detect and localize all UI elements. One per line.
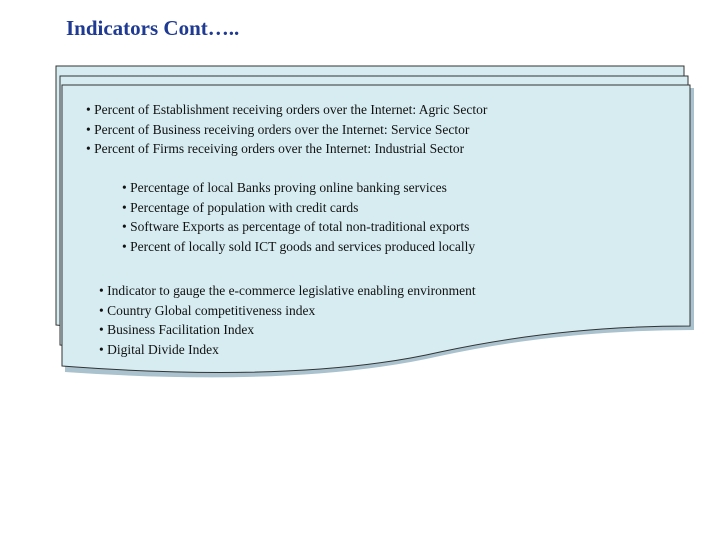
bullet-item: • Percent of Establishment receiving orders over the Internet: Agric Sector bbox=[86, 100, 487, 120]
slide-title: Indicators Cont….. bbox=[66, 16, 240, 40]
bullet-group-sector-orders bbox=[86, 100, 487, 159]
bullet-item: • Digital Divide Index bbox=[99, 340, 476, 360]
bullet-item: • Business Facilitation Index bbox=[99, 320, 476, 340]
bullet-item: • Percent of Firms receiving orders over the Internet: Industrial Sector bbox=[86, 139, 487, 159]
bullet-item: • Percent of Business receiving orders over the Internet: Service Sector bbox=[86, 120, 487, 140]
bullet-group-banking-exports bbox=[122, 178, 475, 256]
bullet-item: • Percentage of population with credit cards bbox=[122, 198, 475, 218]
bullet-item: • Percent of locally sold ICT goods and services produced locally bbox=[122, 237, 475, 257]
bullet-group-indexes bbox=[99, 281, 476, 359]
bullet-item: • Percentage of local Banks proving online banking services bbox=[122, 178, 475, 198]
bullet-item: • Country Global competitiveness index bbox=[99, 301, 476, 321]
bullet-item: • Software Exports as percentage of total non-traditional exports bbox=[122, 217, 475, 237]
bullet-item: • Indicator to gauge the e-commerce legislative enabling environment bbox=[99, 281, 476, 301]
